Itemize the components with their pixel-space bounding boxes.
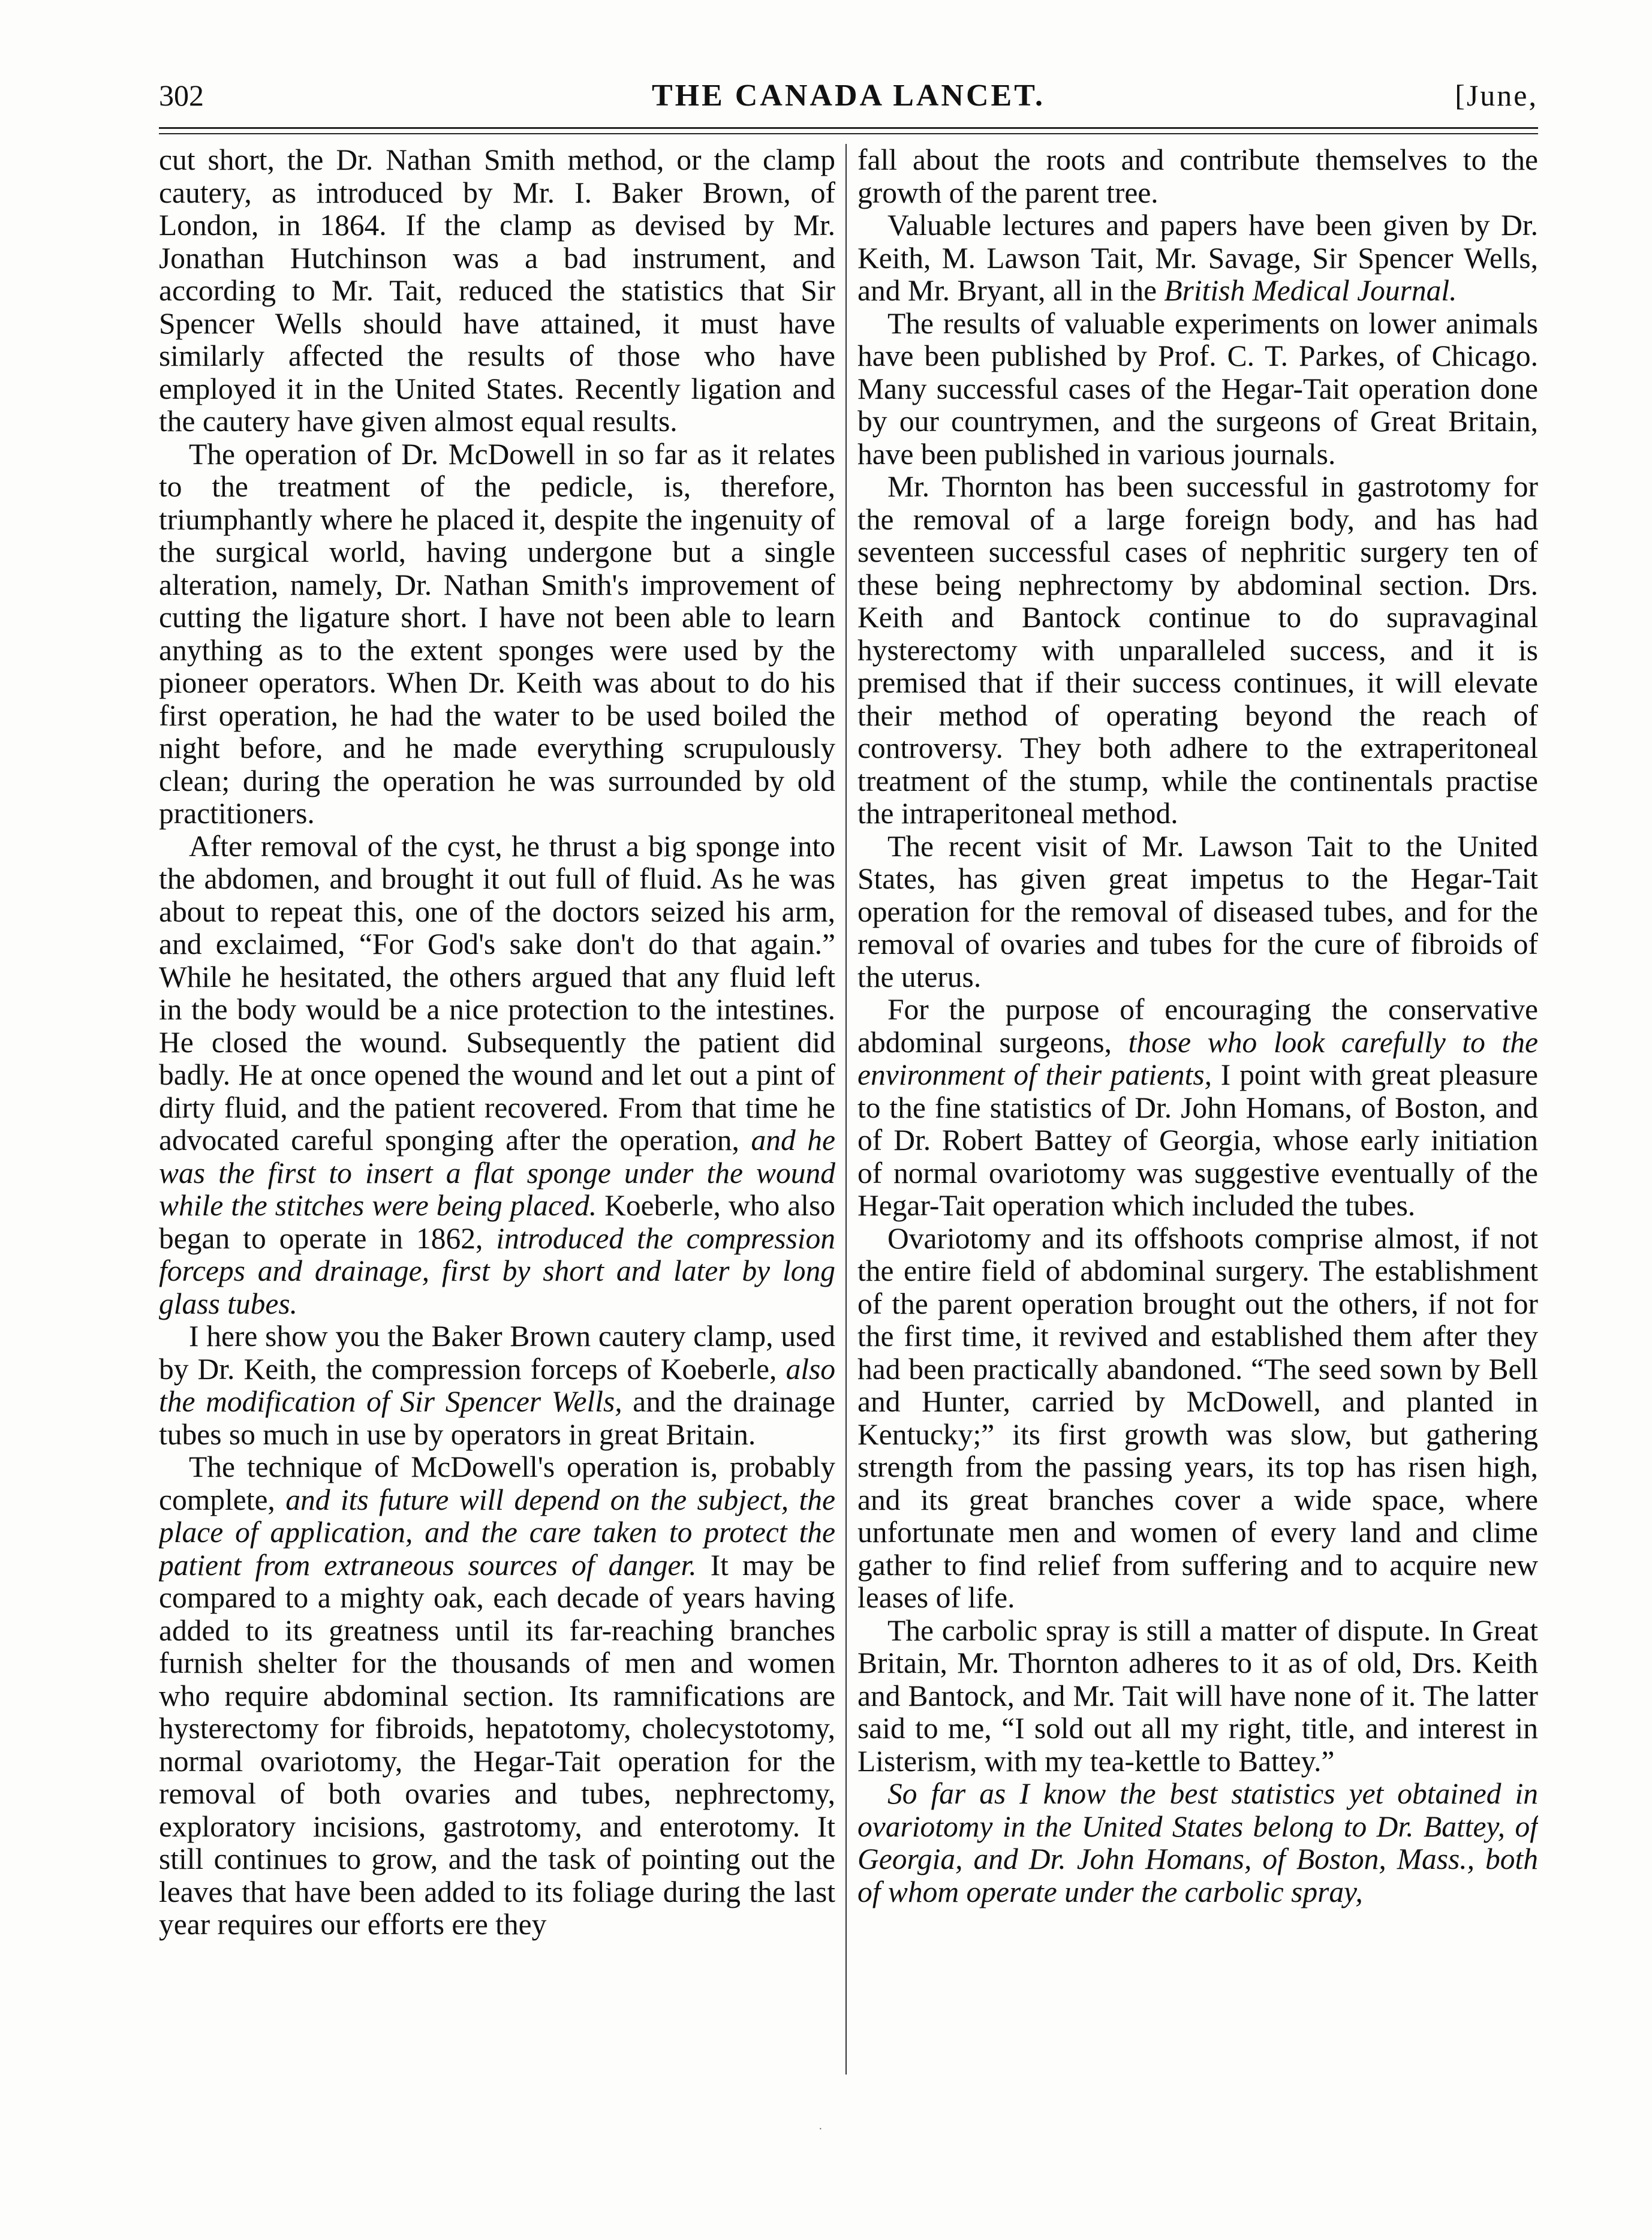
right-column bbox=[857, 144, 1538, 2075]
print-speck: · bbox=[819, 2122, 823, 2136]
paragraph bbox=[159, 144, 835, 438]
emphasis-text: those who look carefully to the environment of their patients, bbox=[857, 1025, 1538, 1091]
header-rule-thin bbox=[159, 133, 1538, 134]
paragraph bbox=[857, 144, 1538, 209]
paragraph-text: Ovariotomy and its offshoots comprise almost, if not the entire field of abdominal surgery. The establishment of the parent operation brought out the others, if not for the first time, it revived and established them after they had been practically abandoned. “The seed sown by Bell and Hunter, carried by McDowell, and planted in Kentucky;” its first growth was slow, but gathering strength from the passing years, its top has risen high, and its great branches cover a wide space, where unfortunate men and women of every land and clime gather to find relief from suffering and to acquire new leases of life. bbox=[857, 1221, 1538, 1614]
emphasis-text: also the modification of Sir Spencer Wells, bbox=[159, 1352, 835, 1418]
emphasis-text: British Medical Journal. bbox=[1164, 274, 1457, 307]
emphasis-text: and he was the first to insert a flat sponge under the wound while the stitches were being placed. bbox=[159, 1124, 835, 1222]
emphasis-text: So far as I know the best statistics yet obtained in ovariotomy in the United States belong to Dr. Battey, of Georgia, and Dr. John Homans, of Boston, Mass., both of whom operate under the carbolic spray, bbox=[857, 1777, 1538, 1908]
paragraph-text: Koeberle, who also began to operate in 1862, bbox=[159, 1189, 835, 1255]
emphasis-text: and its future will depend on the subject, the place of application, and the care taken to protect the patient from extraneous sources of danger. bbox=[159, 1483, 835, 1582]
paragraph-text: The operation of Dr. McDowell in so far as it relates to the treatment of the pedicle, is, therefore, triumphantly where he placed it, despite the ingenuity of the surgical world, having undergone but a single alteration, namely, Dr. Nathan Smith's improvement of cutting the ligature short. I have not been able to learn anything as to the extent sponges were used by the pioneer operators. When Dr. Keith was about to do his first operation, he had the water to be used boiled the night before, and he made everything scrupulously clean; during the operation he was surrounded by old practitioners. bbox=[159, 437, 835, 830]
paragraph-text: I here show you the Baker Brown cautery clamp, used by Dr. Keith, the compression forceps of Koeberle, bbox=[159, 1320, 835, 1386]
paragraph-text: The recent visit of Mr. Lawson Tait to the United States, has given great impetus to the Hegar-Tait operation for the removal of diseased tubes, and for the removal of ovaries and tubes for the cure of fibroids of the uterus. bbox=[857, 829, 1538, 993]
paragraph bbox=[857, 209, 1538, 308]
paragraph bbox=[159, 1451, 835, 1941]
paragraph-text: Mr. Thornton has been successful in gastrotomy for the removal of a large foreign body, and has had seventeen successful cases of nephritic surgery ten of these being nephrectomy by abdominal section. Drs. Keith and Bantock continue to do supravaginal hysterectomy with unparalleled success, and it is premised that if their success continues, it will elevate their method of operating beyond the reach of controversy. They both adhere to the extraperitoneal treatment of the stump, while the continentals practise the intraperitoneal method. bbox=[857, 470, 1538, 830]
paragraph-text: It may be compared to a mighty oak, each decade of years having added to its greatness until its far-reaching branches furnish shelter for the thousands of men and women who require abdominal section. Its ramnifications are hysterectomy for fibroids, hepatotomy, cholecystotomy, normal ovariotomy, the Hegar-Tait operation for the removal of both ovaries and tubes, nephrectomy, exploratory incisions, gastrotomy, and enterotomy. It still continues to grow, and the task of pointing out the leaves that have been added to its foliage during the last year requires our efforts ere they bbox=[159, 1548, 835, 1941]
paragraph-text: For the purpose of encouraging the conservative abdominal surgeons, bbox=[857, 993, 1538, 1059]
paragraph-text: fall about the roots and contribute themselves to the growth of the parent tree. bbox=[857, 144, 1538, 209]
paragraph-text: The technique of McDowell's operation is, probably complete, bbox=[159, 1450, 835, 1516]
left-column bbox=[159, 144, 835, 2075]
paragraph-text: The results of valuable experiments on lower animals have been published by Prof. C. T. Parkes, of Chicago. Many successful cases of the Hegar-Tait operation done by our countrymen, and the surgeons of Great Britain, have been published in various journals. bbox=[857, 306, 1538, 471]
emphasis-text: introduced the compression forceps and drainage, first by short and later by long glass tubes. bbox=[159, 1221, 835, 1320]
paragraph bbox=[857, 830, 1538, 994]
paragraph-text: The carbolic spray is still a matter of dispute. In Great Britain, Mr. Thornton adheres to it as of old, Drs. Keith and Bantock, and Mr. Tait will have none of it. The latter said to me, “I sold out all my right, title, and interest in Listerism, with my tea-kettle to Battey.” bbox=[857, 1613, 1538, 1778]
paragraph-text: and the drainage tubes so much in use by operators in great Britain. bbox=[159, 1385, 835, 1451]
paragraph-text: I point with great pleasure to the fine statistics of Dr. John Homans, of Boston, and of Dr. Robert Battey of Georgia, whose early initiation of normal ovariotomy was suggestive eventually of the Hegar-Tait operation which included the tubes. bbox=[857, 1058, 1538, 1222]
paragraph bbox=[857, 471, 1538, 830]
column-divider bbox=[845, 144, 847, 2075]
paragraph bbox=[159, 1320, 835, 1451]
running-header bbox=[159, 73, 1538, 121]
page-number: 302 bbox=[159, 79, 204, 112]
paragraph bbox=[159, 830, 835, 1321]
issue-label: [June, bbox=[1455, 79, 1538, 112]
journal-title: THE CANADA LANCET. bbox=[651, 79, 1046, 113]
header-rule bbox=[159, 127, 1538, 129]
paragraph-text: After removal of the cyst, he thrust a big sponge into the abdomen, and brought it out full of fluid. As he was about to repeat this, one of the doctors seized his arm, and exclaimed, “For God's sake don't do that again.” While he hesitated, the others argued that any fluid left in the body would be a nice protection to the intestines. He closed the wound. Subsequently the patient did badly. He at once opened the wound and let out a pint of dirty fluid, and the patient recovered. From that time he advocated careful sponging after the operation, bbox=[159, 829, 835, 1157]
paragraph-text: Valuable lectures and papers have been given by Dr. Keith, M. Lawson Tait, Mr. Savage, Sir Spencer Wells, and Mr. Bryant, all in the bbox=[857, 209, 1538, 307]
paragraph bbox=[857, 308, 1538, 471]
paragraph bbox=[857, 1778, 1538, 1908]
paragraph-text: cut short, the Dr. Nathan Smith method, or the clamp cautery, as introduced by Mr. I. Baker Brown, of London, in 1864. If the clamp as devised by Mr. Jonathan Hutchinson was a bad instrument, and according to Mr. Tait, reduced the statistics that Sir Spencer Wells should have attained, it must have similarly affected the results of those who have employed it in the United States. Recently ligation and the cautery have given almost equal results. bbox=[159, 144, 835, 438]
paragraph bbox=[857, 1615, 1538, 1778]
paragraph bbox=[857, 1223, 1538, 1615]
paragraph bbox=[159, 438, 835, 830]
paragraph bbox=[857, 993, 1538, 1223]
